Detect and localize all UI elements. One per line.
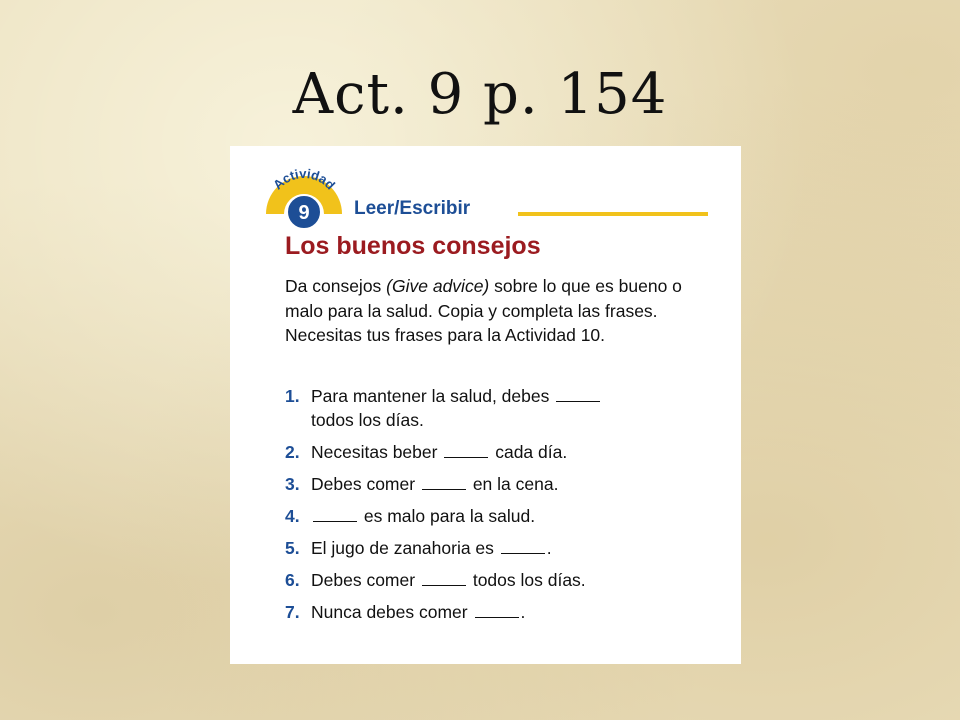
- item-text-before: Debes comer: [311, 570, 416, 590]
- item-text-before: El jugo de zanahoria es: [311, 538, 494, 558]
- item-text-before: Nunca debes comer: [311, 602, 468, 622]
- item-number: 5.: [285, 538, 300, 558]
- item-text-before: Necesitas beber: [311, 442, 438, 462]
- instructions-text-1: Da consejos: [285, 276, 387, 296]
- actividad-badge: [262, 160, 346, 236]
- instructions-italic: (Give advice): [386, 276, 490, 296]
- fill-in-blank: [444, 443, 488, 458]
- item-text-after: cada día.: [495, 442, 568, 462]
- fill-in-blank: [556, 387, 600, 402]
- textbook-page: [230, 146, 741, 664]
- exercise-item: [285, 384, 715, 432]
- slide-title: Act. 9 p. 154: [292, 62, 668, 127]
- exercise-item: [285, 568, 715, 592]
- item-text-after: .: [546, 538, 552, 558]
- item-text-before: Debes comer: [311, 474, 416, 494]
- item-number: 3.: [285, 474, 300, 494]
- exercise-item: [285, 472, 715, 496]
- fill-in-blank: [501, 539, 545, 554]
- exercise-list: [285, 384, 715, 632]
- item-number: 2.: [285, 442, 300, 462]
- exercise-item: [285, 504, 715, 528]
- item-number: 7.: [285, 602, 300, 622]
- item-number: 1.: [285, 386, 300, 406]
- item-number: 4.: [285, 506, 300, 526]
- item-text-after: todos los días.: [472, 570, 586, 590]
- activity-title: Los buenos consejos: [285, 232, 541, 260]
- fill-in-blank: [475, 603, 519, 618]
- exercise-item: [285, 440, 715, 464]
- fill-in-blank: [313, 507, 357, 522]
- item-text-after: en la cena.: [472, 474, 559, 494]
- item-text-after: es malo para la salud.: [363, 506, 536, 526]
- fill-in-blank: [422, 571, 466, 586]
- fill-in-blank: [422, 475, 466, 490]
- item-number: 6.: [285, 570, 300, 590]
- section-label: Leer/Escribir: [354, 198, 471, 219]
- section-rule: [518, 212, 708, 216]
- badge-number: 9: [298, 202, 310, 224]
- instructions-text-2: sobre lo que es bueno o malo para la salud. Copia y completa las frases. Necesitas tus frases para la Actividad 10.: [285, 276, 682, 345]
- badge-word: Actividad: [269, 165, 339, 193]
- exercise-item: [285, 600, 715, 624]
- item-text-after: todos los días.: [311, 410, 424, 430]
- instructions: [285, 274, 705, 348]
- exercise-item: [285, 536, 715, 560]
- item-text-after: .: [520, 602, 526, 622]
- item-text-before: Para mantener la salud, debes: [311, 386, 550, 406]
